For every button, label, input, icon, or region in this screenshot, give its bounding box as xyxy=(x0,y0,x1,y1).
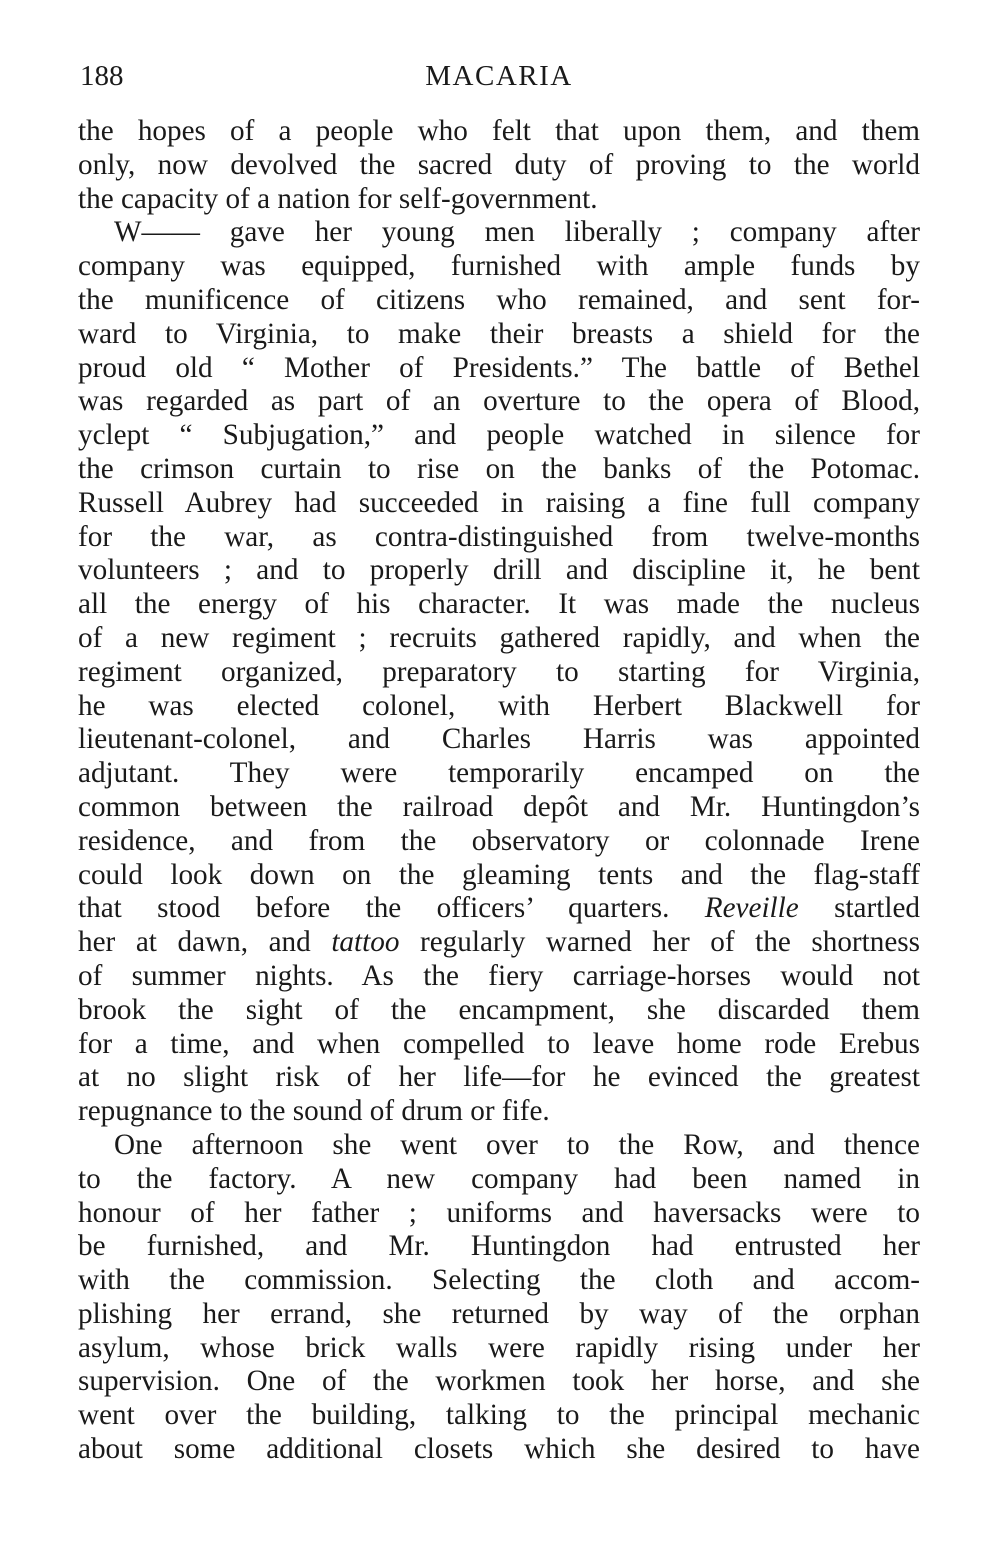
paragraph-1 xyxy=(78,115,920,216)
text-line: of summer nights. As the fiery carriage-horses would not xyxy=(78,959,920,992)
text-line: repugnance to the sound of drum or fife. xyxy=(78,1095,550,1128)
text-line: only, now devolved the sacred duty of proving to the world xyxy=(78,148,920,181)
italic-word: Reveille xyxy=(704,892,799,925)
text-line: the capacity of a nation for self-government. xyxy=(78,182,598,215)
text-line: ward to Virginia, to make their breasts a shield for the xyxy=(78,317,920,350)
text-line: could look down on the gleaming tents and the flag-staff xyxy=(78,858,920,891)
text-line: lieutenant-colonel, and Charles Harris was appointed xyxy=(78,723,920,756)
text-line: common between the railroad depôt and Mr. Huntingdon’s xyxy=(78,790,920,823)
text-line: at no slight risk of her life—for he evinced the greatest xyxy=(78,1061,920,1094)
text-line: all the energy of his character. It was made the nucleus xyxy=(78,588,920,621)
text-line: the hopes of a people who felt that upon them, and them xyxy=(78,115,920,147)
text-run: that stood before the officers’ quarters. xyxy=(78,892,705,925)
text-line: be furnished, and Mr. Huntingdon had entrusted her xyxy=(78,1230,920,1263)
text-line: he was elected colonel, with Herbert Blackwell for xyxy=(78,689,920,722)
running-head xyxy=(78,56,920,96)
text-line: the crimson curtain to rise on the banks of the Potomac. xyxy=(78,452,920,485)
text-line: W—— gave her young men liberally ; company after xyxy=(114,216,920,249)
italic-word: tattoo xyxy=(331,926,400,959)
text-line: plishing her errand, she returned by way of the orphan xyxy=(78,1297,920,1330)
paragraph-3 xyxy=(78,1129,920,1467)
text-line-with-italic xyxy=(78,892,920,926)
text-line: Russell Aubrey had succeeded in raising a fine full company xyxy=(78,486,920,519)
text-line: of a new regiment ; recruits gathered rapidly, and when the xyxy=(78,621,920,654)
text-line: yclept “ Subjugation,” and people watched in silence for xyxy=(78,419,920,452)
text-run: regularly warned her of the shortness xyxy=(399,926,921,959)
text-line: proud old “ Mother of Presidents.” The battle of Bethel xyxy=(78,351,920,384)
text-line: about some additional closets which she desired to have xyxy=(78,1433,920,1466)
text-line: residence, and from the observatory or colonnade Irene xyxy=(78,824,920,857)
text-line: company was equipped, furnished with ample funds by xyxy=(78,250,920,283)
body-text xyxy=(78,115,920,1467)
text-line: brook the sight of the encampment, she discarded them xyxy=(78,993,920,1026)
text-line: supervision. One of the workmen took her horse, and she xyxy=(78,1365,920,1398)
text-line: asylum, whose brick walls were rapidly rising under her xyxy=(78,1331,920,1364)
book-page xyxy=(78,56,920,1467)
text-line: was regarded as part of an overture to the opera of Blood, xyxy=(78,385,920,418)
text-line: regiment organized, preparatory to starting for Virginia, xyxy=(78,655,920,688)
text-line: the munificence of citizens who remained, and sent for- xyxy=(78,283,920,316)
text-line: honour of her father ; uniforms and haversacks were to xyxy=(78,1196,920,1229)
paragraph-2 xyxy=(78,216,920,1129)
text-line: with the commission. Selecting the cloth and accom- xyxy=(78,1264,920,1297)
text-line: volunteers ; and to properly drill and discipline it, he bent xyxy=(78,554,920,587)
text-line: for a time, and when compelled to leave home rode Erebus xyxy=(78,1027,920,1060)
text-line: for the war, as contra-distinguished from twelve-months xyxy=(78,520,920,553)
text-line: adjutant. They were temporarily encamped on the xyxy=(78,757,920,790)
page-number: 188 xyxy=(80,60,124,92)
text-line-with-italic xyxy=(78,926,920,960)
text-line: to the factory. A new company had been named in xyxy=(78,1162,920,1195)
text-run: her at dawn, and xyxy=(78,926,332,959)
text-run: startled xyxy=(798,892,920,925)
text-line: went over the building, talking to the principal mechanic xyxy=(78,1399,920,1432)
running-title: MACARIA xyxy=(425,60,573,92)
text-line: One afternoon she went over to the Row, and thence xyxy=(114,1128,920,1161)
